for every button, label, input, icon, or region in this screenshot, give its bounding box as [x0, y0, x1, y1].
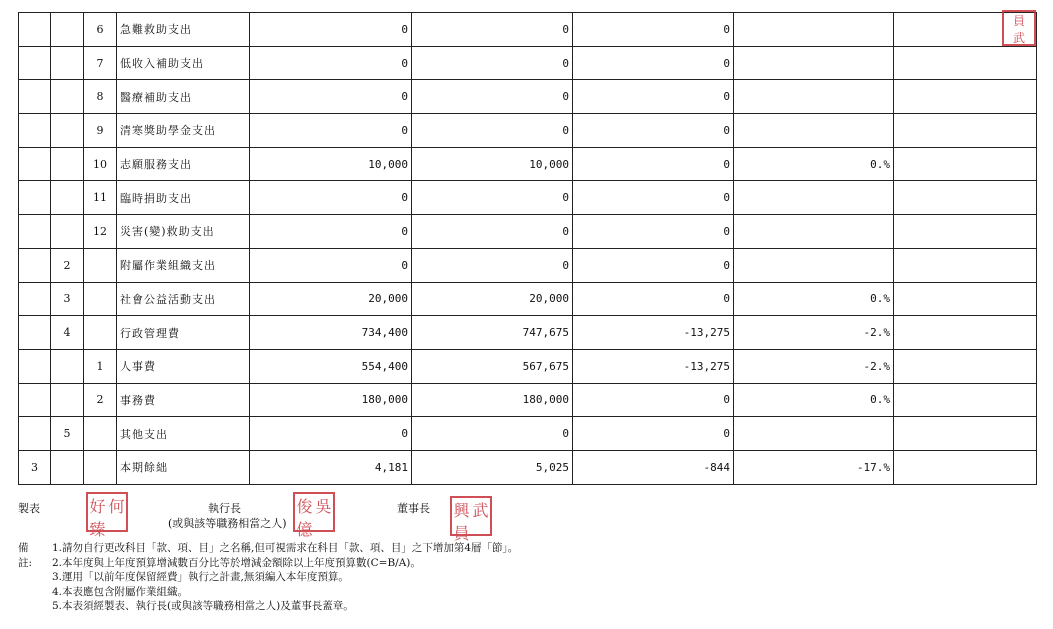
change-percent-cell: -2.% — [734, 349, 894, 383]
code-level-2-cell — [51, 349, 84, 383]
code-level-3-cell: 1 — [84, 349, 117, 383]
change-percent-cell: 0.% — [734, 383, 894, 417]
preparer-seal-char-1: 好 — [89, 497, 106, 516]
preparer-seal-char-2: 何 — [108, 497, 125, 516]
note-line-4: 4.本表應包含附屬作業組織。 — [52, 585, 189, 598]
budget-change-cell: 0 — [573, 147, 734, 181]
change-percent-cell — [734, 80, 894, 114]
remark-cell — [894, 181, 1037, 215]
budget-change-cell: 0 — [573, 383, 734, 417]
account-name-cell: 人事費 — [117, 349, 250, 383]
top-right-seal — [1002, 10, 1036, 46]
table-row — [19, 114, 1037, 148]
code-level-3-cell: 8 — [84, 80, 117, 114]
code-level-1-cell — [19, 282, 51, 316]
account-name-cell: 行政管理費 — [117, 316, 250, 350]
previous-year-budget-cell: 5,025 — [412, 450, 573, 484]
code-level-2-cell — [51, 46, 84, 80]
code-level-2-cell: 2 — [51, 248, 84, 282]
code-level-2-cell: 5 — [51, 417, 84, 451]
change-percent-cell: 0.% — [734, 282, 894, 316]
budget-rows — [19, 13, 1037, 485]
current-year-budget-cell: 10,000 — [250, 147, 412, 181]
code-level-3-cell: 11 — [84, 181, 117, 215]
code-level-3-cell — [84, 248, 117, 282]
change-percent-cell: -2.% — [734, 316, 894, 350]
budget-change-cell: 0 — [573, 417, 734, 451]
previous-year-budget-cell: 0 — [412, 80, 573, 114]
current-year-budget-cell: 0 — [250, 215, 412, 249]
chairman-seal-char-2: 武 — [472, 501, 489, 520]
change-percent-cell — [734, 417, 894, 451]
code-level-1-cell — [19, 417, 51, 451]
current-year-budget-cell: 0 — [250, 248, 412, 282]
budget-change-cell: -13,275 — [573, 316, 734, 350]
current-year-budget-cell: 734,400 — [250, 316, 412, 350]
account-name-cell: 低收入補助支出 — [117, 46, 250, 80]
code-level-3-cell — [84, 316, 117, 350]
executive-label: 執行長 — [208, 502, 241, 515]
code-level-2-cell — [51, 383, 84, 417]
table-row — [19, 316, 1037, 350]
note-line-2: 2.本年度與上年度預算增減數百分比等於增減金額除以上年度預算數(C=B/A)。 — [52, 556, 421, 569]
code-level-1-cell — [19, 349, 51, 383]
remark-cell — [894, 316, 1037, 350]
previous-year-budget-cell: 747,675 — [412, 316, 573, 350]
code-level-2-cell: 4 — [51, 316, 84, 350]
preparer-label: 製表 — [18, 502, 40, 515]
budget-change-cell: 0 — [573, 80, 734, 114]
account-name-cell: 急難救助支出 — [117, 13, 250, 47]
note-line-3: 3.運用「以前年度保留經費」執行之計畫,無須編入本年度預算。 — [52, 571, 349, 583]
budget-change-cell: 0 — [573, 181, 734, 215]
code-level-1-cell — [19, 181, 51, 215]
table-row — [19, 147, 1037, 181]
code-level-3-cell: 2 — [84, 383, 117, 417]
change-percent-cell: -17.% — [734, 450, 894, 484]
code-level-1-cell — [19, 248, 51, 282]
code-level-1-cell — [19, 147, 51, 181]
budget-table — [18, 12, 1037, 485]
top-right-seal-char-1: 員 — [1012, 14, 1025, 28]
remark-cell — [894, 450, 1037, 484]
change-percent-cell — [734, 46, 894, 80]
code-level-2-cell — [51, 13, 84, 47]
table-row — [19, 349, 1037, 383]
budget-change-cell: 0 — [573, 13, 734, 47]
executive-sub-label: (或與該等職務相當之人) — [168, 517, 287, 530]
code-level-2-cell — [51, 80, 84, 114]
current-year-budget-cell: 554,400 — [250, 349, 412, 383]
note-line-1: 1.請勿自行更改科目「款、項、目」之名稱,但可視需求在科目「款、項、目」之下增加第4層「節」。 — [52, 542, 519, 554]
previous-year-budget-cell: 0 — [412, 181, 573, 215]
remark-cell — [894, 282, 1037, 316]
remark-cell — [894, 248, 1037, 282]
note-line-5: 5.本表須經製表、執行長(或與該等職務相當之人)及董事長蓋章。 — [52, 600, 354, 612]
code-level-3-cell: 6 — [84, 13, 117, 47]
account-name-cell: 災害(變)救助支出 — [117, 215, 250, 249]
remark-cell — [894, 383, 1037, 417]
code-level-3-cell — [84, 450, 117, 484]
code-level-1-cell: 3 — [19, 450, 51, 484]
change-percent-cell — [734, 13, 894, 47]
remark-cell — [894, 147, 1037, 181]
change-percent-cell — [734, 248, 894, 282]
code-level-1-cell — [19, 114, 51, 148]
code-level-3-cell: 9 — [84, 114, 117, 148]
budget-change-cell: 0 — [573, 114, 734, 148]
top-right-seal-char-2: 武 — [1012, 31, 1025, 45]
code-level-2-cell — [51, 147, 84, 181]
code-level-1-cell — [19, 215, 51, 249]
current-year-budget-cell: 0 — [250, 417, 412, 451]
account-name-cell: 其他支出 — [117, 417, 250, 451]
table-row — [19, 13, 1037, 47]
previous-year-budget-cell: 180,000 — [412, 383, 573, 417]
current-year-budget-cell: 180,000 — [250, 383, 412, 417]
previous-year-budget-cell: 20,000 — [412, 282, 573, 316]
executive-seal-char-3: 億 — [296, 520, 313, 539]
remark-cell — [894, 349, 1037, 383]
budget-change-cell: 0 — [573, 46, 734, 80]
code-level-2-cell — [51, 114, 84, 148]
budget-change-cell: 0 — [573, 282, 734, 316]
current-year-budget-cell: 4,181 — [250, 450, 412, 484]
change-percent-cell — [734, 215, 894, 249]
code-level-2-cell — [51, 215, 84, 249]
previous-year-budget-cell: 0 — [412, 215, 573, 249]
current-year-budget-cell: 0 — [250, 80, 412, 114]
code-level-1-cell — [19, 80, 51, 114]
table-row — [19, 450, 1037, 484]
code-level-1-cell — [19, 13, 51, 47]
preparer-seal — [86, 492, 128, 539]
code-level-1-cell — [19, 383, 51, 417]
account-name-cell: 本期餘絀 — [117, 450, 250, 484]
previous-year-budget-cell: 567,675 — [412, 349, 573, 383]
table-row — [19, 181, 1037, 215]
remark-cell — [894, 46, 1037, 80]
current-year-budget-cell: 0 — [250, 181, 412, 215]
executive-seal — [293, 492, 335, 539]
remark-cell — [894, 80, 1037, 114]
chairman-seal — [450, 496, 492, 543]
remark-cell — [894, 114, 1037, 148]
change-percent-cell — [734, 181, 894, 215]
chairman-label: 董事長 — [397, 502, 430, 515]
previous-year-budget-cell: 0 — [412, 46, 573, 80]
account-name-cell: 志願服務支出 — [117, 147, 250, 181]
account-name-cell: 清寒獎助學金支出 — [117, 114, 250, 148]
account-name-cell: 事務費 — [117, 383, 250, 417]
code-level-1-cell — [19, 46, 51, 80]
previous-year-budget-cell: 10,000 — [412, 147, 573, 181]
code-level-3-cell: 10 — [84, 147, 117, 181]
preparer-seal-char-4 — [107, 517, 126, 540]
account-name-cell: 醫療補助支出 — [117, 80, 250, 114]
code-level-2-cell: 3 — [51, 282, 84, 316]
previous-year-budget-cell: 0 — [412, 417, 573, 451]
account-name-cell: 臨時捐助支出 — [117, 181, 250, 215]
account-name-cell: 附屬作業組織支出 — [117, 248, 250, 282]
change-percent-cell — [734, 114, 894, 148]
previous-year-budget-cell: 0 — [412, 13, 573, 47]
table-row — [19, 417, 1037, 451]
notes-label: 備註: — [18, 542, 33, 569]
previous-year-budget-cell: 0 — [412, 114, 573, 148]
table-row — [19, 248, 1037, 282]
chairman-seal-char-3: 員 — [453, 524, 470, 543]
code-level-2-cell — [51, 450, 84, 484]
executive-seal-char-1: 俊 — [296, 497, 313, 516]
code-level-3-cell: 12 — [84, 215, 117, 249]
remark-cell — [894, 417, 1037, 451]
budget-change-cell: 0 — [573, 215, 734, 249]
current-year-budget-cell: 0 — [250, 46, 412, 80]
executive-seal-char-2: 吳 — [315, 497, 332, 516]
executive-seal-char-4 — [314, 517, 333, 540]
table-row — [19, 46, 1037, 80]
current-year-budget-cell: 0 — [250, 114, 412, 148]
table-row — [19, 80, 1037, 114]
code-level-3-cell: 7 — [84, 46, 117, 80]
table-row — [19, 215, 1037, 249]
account-name-cell: 社會公益活動支出 — [117, 282, 250, 316]
remark-cell — [894, 215, 1037, 249]
table-row — [19, 282, 1037, 316]
preparer-seal-char-3: 臻 — [89, 520, 106, 539]
code-level-3-cell — [84, 282, 117, 316]
code-level-1-cell — [19, 316, 51, 350]
previous-year-budget-cell: 0 — [412, 248, 573, 282]
budget-change-cell: -844 — [573, 450, 734, 484]
chairman-seal-char-1: 興 — [453, 501, 470, 520]
budget-change-cell: 0 — [573, 248, 734, 282]
change-percent-cell: 0.% — [734, 147, 894, 181]
table-row — [19, 383, 1037, 417]
current-year-budget-cell: 0 — [250, 13, 412, 47]
code-level-2-cell — [51, 181, 84, 215]
code-level-3-cell — [84, 417, 117, 451]
current-year-budget-cell: 20,000 — [250, 282, 412, 316]
budget-change-cell: -13,275 — [573, 349, 734, 383]
